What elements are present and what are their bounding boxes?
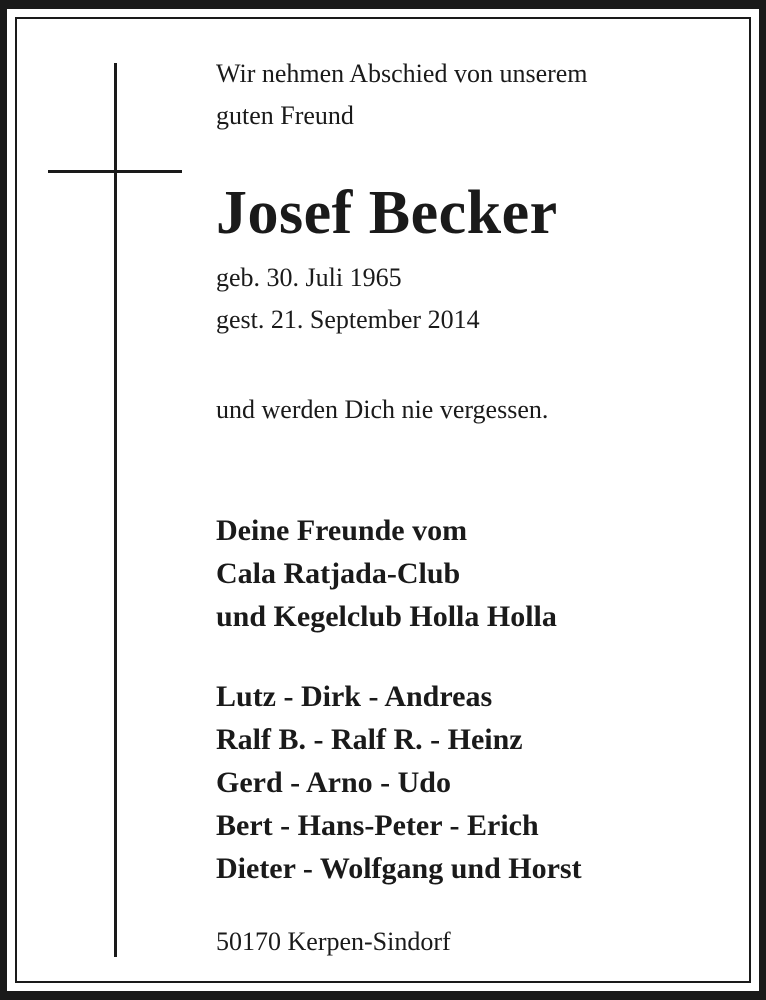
intro-line-1: Wir nehmen Abschied von unserem bbox=[216, 59, 588, 88]
obituary-outer-frame bbox=[7, 9, 759, 991]
obituary-notice bbox=[15, 17, 751, 983]
names-line: Bert - Hans-Peter - Erich bbox=[216, 809, 539, 842]
names-line: Dieter - Wolfgang und Horst bbox=[216, 852, 582, 885]
cross-icon-horizontal-bar bbox=[48, 170, 182, 173]
mourners-group bbox=[216, 509, 557, 638]
life-dates bbox=[216, 257, 480, 341]
mourners-line-3: und Kegelclub Holla Holla bbox=[216, 600, 557, 633]
closing-text: und werden Dich nie vergessen. bbox=[216, 395, 549, 424]
names-line: Lutz - Dirk - Andreas bbox=[216, 680, 493, 713]
names-line: Gerd - Arno - Udo bbox=[216, 766, 451, 799]
mourners-line-1: Deine Freunde vom bbox=[216, 514, 468, 547]
place-location: 50170 Kerpen-Sindorf bbox=[216, 927, 451, 956]
mourner-names bbox=[216, 675, 582, 890]
cross-icon-vertical-bar bbox=[114, 63, 117, 957]
birth-date: geb. 30. Juli 1965 bbox=[216, 263, 402, 292]
deceased-name: Josef Becker bbox=[216, 179, 558, 247]
intro-text bbox=[216, 53, 588, 137]
mourners-line-2: Cala Ratjada-Club bbox=[216, 557, 461, 590]
death-date: gest. 21. September 2014 bbox=[216, 305, 480, 334]
names-line: Ralf B. - Ralf R. - Heinz bbox=[216, 723, 523, 756]
intro-line-2: guten Freund bbox=[216, 101, 354, 130]
